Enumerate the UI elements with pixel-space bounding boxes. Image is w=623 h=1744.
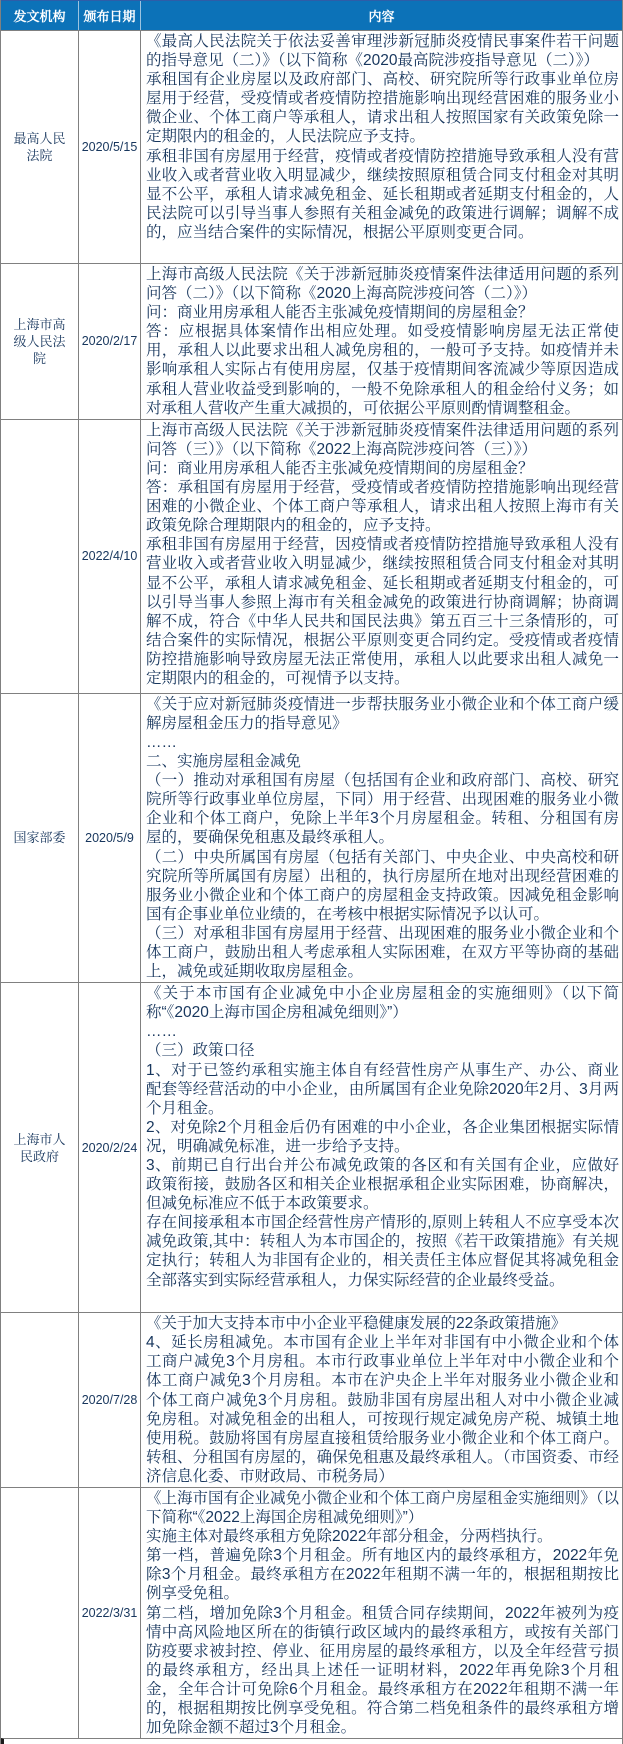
content-cell (141, 1488, 622, 1738)
content-paragraph: 《上海市国有企业减免小微企业和个体工商户房屋租金实施细则》（以下简称“《2022上海国企房租减免细则》”） (146, 1490, 619, 1527)
content-paragraph: 第二档，增加免除3个月租金。租赁合同存续期间，2022年被列为疫情中高风险地区所在的街镇行政区域内的最终承租方，或按有关部门防疫要求被封控、停业、征用房屋的最终承租方，以及全年经营亏损的最终承租方，经出具上述任一证明材料，2022年再免除3个月租金，全年合计可免除6个月租金。最终承租方在2022年租期不满一年的，根据租期按比例享受免租。符合第二档免租条件的最终承租方增加免除金额不超过3个月租金。 (146, 1604, 619, 1737)
content-paragraph: 答：承租国有房屋用于经营，受疫情或者疫情防控措施影响出现经营困难的小微企业、个体工商户等承租人，请求出租人按照上海市有关政策免除合理期限内的租金的，应予支持。 (146, 479, 619, 535)
content-paragraph: 承租非国有房屋用于经营，因疫情或者疫情防控措施导致承租人没有营业收入或者营业收入明显减少，继续按照租赁合同支付租金对其明显不公平，承租人请求减免租金、延长租期或者延期支付租金的，可以引导当事人参照上海市有关租金减免的政策进行协商调解；协商调解不成，符合《中华人民共和国民法典》第五百三十三条情形的，可结合案件的实际情况，根据公平原则变更合同约定。受疫情或者疫情防控措施影响导致房屋无法正常使用，承租人以此要求出租人减免一定期限内的租金的，可视情予以支持。 (146, 536, 619, 687)
content-cell (141, 1313, 622, 1487)
content-paragraph: （三）对承租非国有房屋用于经营、出现困难的服务业小微企业和个体工商户，鼓励出租人考虑承租人实际困难，在双方平等协商的基础上，减免或延期收取房屋租金。 (146, 924, 619, 981)
content-paragraph: （一）推动对承租国有房屋（包括国有企业和政府部门、高校、研究院所等行政事业单位房屋，下同）用于经营、出现困难的服务业小微企业和个体工商户，免除上半年3个月房屋租金。转租、分租国有房屋的，要确保免租惠及最终承租人。 (146, 772, 619, 847)
content-paragraph (146, 1290, 619, 1309)
agency-cell (1, 420, 79, 693)
content-paragraph: 承租国有企业房屋以及政府部门、高校、研究院所等行政事业单位房屋用于经营，受疫情或者疫情防控措施影响出现经营困难的服务业小微企业、个体工商户等承租人，请求出租人按照国家有关政策免除一定期限内的租金的，人民法院应予支持。 (146, 71, 619, 146)
next-row-sliver (1, 1738, 622, 1744)
content-paragraph: （三）政策口径 (146, 1042, 255, 1060)
date-cell: 2020/5/9 (79, 694, 141, 982)
agency-cell: 上海市人民政府 (1, 983, 79, 1312)
content-cell (141, 31, 622, 263)
content-paragraph: 承租非国有房屋用于经营，疫情或者疫情防控措施导致承租人没有营业收入或者营业收入明显减少，继续按照原租赁合同支付租金对其明显不公平，承租人请求减免租金、延长租期或者延期支付租金的，人民法院可以引导当事人参照有关租金减免的政策进行调解；调解不成的，应当结合案件的实际情况，根据公平原则变更合同。 (146, 147, 619, 241)
table-row (1, 419, 622, 693)
agency-cell: 最高人民法院 (1, 31, 79, 263)
table-header (1, 0, 622, 30)
agency-cell: 上海市高级人民法院 (1, 264, 79, 419)
agency-cell: 国家部委 (1, 694, 79, 982)
content-cell (141, 694, 622, 982)
content-paragraph: 《关于应对新冠肺炎疫情进一步帮扶服务业小微企业和个体工商户缓解房屋租金压力的指导意见》 (146, 695, 619, 732)
date-cell: 2020/7/28 (79, 1313, 141, 1487)
content-paragraph: 4、延长房租减免。本市国有企业上半年对非国有中小微企业和个体工商户减免3个月房租。本市行政事业单位上半年对中小微企业和个体工商户减免3个月房租。本市在沪央企上半年对服务业小微企业和个体工商户减免3个月房租。鼓励非国有房屋出租人对中小微企业减免房租。对减免租金的出租人，可按现行规定减免房产税、城镇土地使用税。鼓励将国有房屋直接租赁给服务业小微企业和个体工商户。转租、分租国有房屋的，确保免租惠及最终承租人。（市国资委、市经济信息化委、市财政局、市税务局） (146, 1334, 619, 1485)
content-cell (141, 983, 622, 1312)
content-paragraph: 问：商业用房承租人能否主张减免疫情期间的房屋租金？ (146, 304, 534, 322)
agency-cell (1, 1488, 79, 1738)
header-date: 颁布日期 (79, 1, 141, 30)
date-cell: 2022/4/10 (79, 420, 141, 693)
table-row (1, 30, 622, 263)
content-paragraph: 上海市高级人民法院《关于涉新冠肺炎疫情案件法律适用问题的系列问答（三）》（以下简称《2022上海高院涉疫问答（三）》） (146, 421, 619, 458)
content-paragraph: 《关于加大支持本市中小企业平稳健康发展的22条政策措施》 (146, 1315, 567, 1333)
content-paragraph: 2、对免除2个月租金后仍有困难的中小企业，各企业集团根据实际情况，明确减免标准，进一步给予支持。 (146, 1118, 619, 1155)
content-paragraph: 答：应根据具体案情作出相应处理。如受疫情影响房屋无法正常使用，承租人以此要求出租人减免房租的，一般可予支持。如疫情并未影响承租人实际占有使用房屋，仅基于疫情期间客流减少等原因造成承租人营业收益受到影响的，一般不免除承租人的租金给付义务；如对承租人营收产生重大减损的，可依据公平原则酌情调整租金。 (146, 323, 619, 417)
content-paragraph: 存在间接承租本市国企经营性房产情形的,原则上转租人不应享受本次减免政策,其中：转租人为本市国企的，按照《若干政策措施》有关规定执行；转租人为非国有企业的，相关责任主体应督促其将减免租金全部落实到实际经营承租人，力保实际经营的企业最终受益。 (146, 1214, 619, 1289)
content-cell (141, 420, 622, 693)
content-paragraph: …… (146, 1023, 177, 1041)
table-row (1, 693, 622, 982)
content-paragraph: 实施主体对最终承租方免除2022年部分租金，分两档执行。 (146, 1528, 553, 1546)
agency-cell (1, 1313, 79, 1487)
content-paragraph: 二、实施房屋租金减免 (146, 753, 302, 771)
content-paragraph: …… (146, 733, 177, 751)
content-paragraph: 3、前期已自行出台并公布减免政策的各区和有关国有企业，应做好政策衔接，鼓励各区和相关企业根据承租企业实际困难，协商解决，但减免标准应不低于本政策要求。 (146, 1157, 619, 1213)
table-row (1, 263, 622, 419)
table-body (1, 30, 622, 1738)
date-cell: 2022/3/31 (79, 1488, 141, 1738)
content-paragraph: 《最高人民法院关于依法妥善审理涉新冠肺炎疫情民事案件若干问题的指导意见（二）》（以下简称《2020最高院涉疫指导意见（二）》） (146, 33, 619, 70)
content-paragraph: 第一档，普遍免除3个月租金。所有地区内的最终承租方，2022年免除3个月租金。最终承租方在2022年租期不满一年的，根据租期按比例享受免租。 (146, 1547, 619, 1603)
content-paragraph: 1、对于已签约承租实施主体自有经营性房产从事生产、办公、商业配套等经营活动的中小企业，由所属国有企业免除2020年2月、3月两个月租金。 (146, 1061, 619, 1117)
content-paragraph: （二）中央所属国有房屋（包括有关部门、中央企业、中央高校和研究院所等所属国有房屋）出租的，执行房屋所在地对出现经营困难的服务业小微企业和个体工商户的房屋租金支持政策。因减免租金影响国有企事业单位业绩的，在考核中根据实际情况予以认可。 (146, 848, 619, 923)
date-cell: 2020/2/24 (79, 983, 141, 1312)
content-cell (141, 264, 622, 419)
content-paragraph: 《关于本市国有企业减免中小企业房屋租金的实施细则》（以下简称“《2020上海市国企房租减免细则》”） (146, 985, 619, 1022)
header-content: 内容 (368, 9, 395, 24)
content-paragraph: 上海市高级人民法院《关于涉新冠肺炎疫情案件法律适用问题的系列问答（二）》（以下简称《2020上海高院涉疫问答（二）》） (146, 266, 619, 303)
content-paragraph: 问：商业用房承租人能否主张减免疫情期间的房屋租金？ (146, 459, 534, 477)
table-row (1, 1487, 622, 1738)
table-row (1, 1312, 622, 1487)
header-agency: 发文机构 (1, 1, 79, 30)
date-cell: 2020/5/15 (79, 31, 141, 263)
date-cell: 2020/2/17 (79, 264, 141, 419)
table-row (1, 982, 622, 1312)
